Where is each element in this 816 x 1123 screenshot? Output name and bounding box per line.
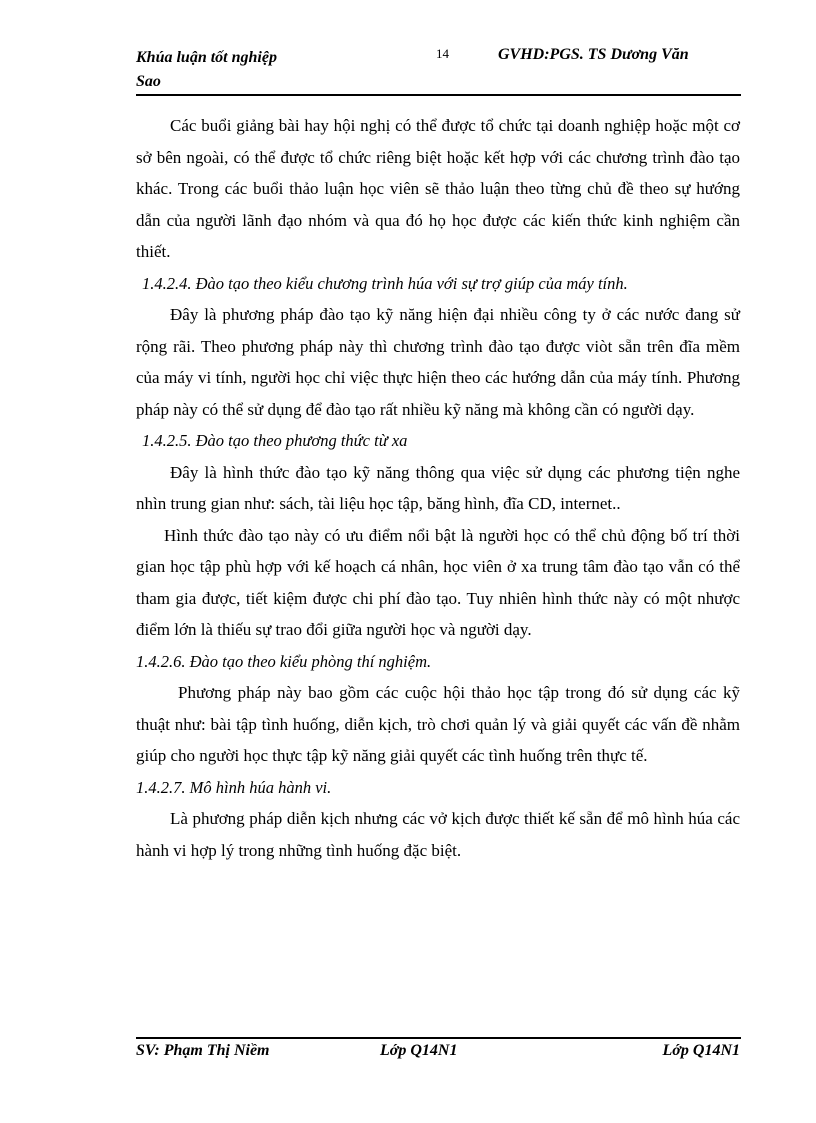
footer-divider — [136, 1037, 741, 1039]
section-heading-1-4-2-6: 1.4.2.6. Đào tạo theo kiểu phòng thí nghiệm. — [136, 651, 432, 671]
footer-student-name: SV: Phạm Thị Niềm — [136, 1042, 270, 1059]
footer-class-right: Lớp Q14N1 — [662, 1042, 740, 1059]
paragraph-behavior-modeling: Là phương pháp diễn kịch nhưng các vở kịch được thiết kế sẵn để mô hình húa các hành vi hợp lý trong những tình huống đặc biệt. — [136, 809, 740, 860]
page-footer — [136, 1042, 740, 1064]
page-header — [136, 44, 740, 96]
footer-class-center: Lớp Q14N1 — [380, 1042, 458, 1059]
section-heading-1-4-2-5: 1.4.2.5. Đào tạo theo phương thức từ xa — [142, 431, 408, 450]
page-body — [136, 110, 740, 866]
paragraph-seminars: Các buổi giảng bài hay hội nghị có thể được tổ chức tại doanh nghiệp hoặc một cơ sở bên ngoài, có thể được tổ chức riêng biệt hoặc kết hợp với các chương trình đào tạo khác. Trong các buổi thảo luận học viên sẽ thảo luận theo từng chủ đề theo sự hướng dẫn của người lãnh đạo nhóm và qua đó họ học được các kiến thức kinh nghiệm cần thiết. — [136, 116, 740, 261]
section-heading-1-4-2-7: 1.4.2.7. Mô hình húa hành vi. — [136, 777, 332, 797]
paragraph-laboratory: Phương pháp này bao gồm các cuộc hội thảo học tập trong đó sử dụng các kỹ thuật như: bài tập tình huống, diễn kịch, trò chơi quản lý và giải quyết các vấn đề nhằm giúp cho người học thực tập kỹ năng giải quyết các tình huống trên thực tế. — [136, 683, 740, 765]
header-divider — [136, 94, 741, 96]
paragraph-distance-advantages: Hình thức đào tạo này có ưu điểm nổi bật là người học có thể chủ động bố trí thời gian học tập phù hợp với kế hoạch cá nhân, học viên ở xa trung tâm đào tạo vẫn có thể tham gia được, tiết kiệm được chi phí đào tạo. Tuy nhiên hình thức này có một nhược điểm lớn là thiếu sự trao đổi giữa người học và người dạy. — [136, 525, 740, 639]
page-number: 14 — [436, 46, 449, 61]
section-heading-1-4-2-4: 1.4.2.4. Đào tạo theo kiểu chương trình húa với sự trợ giúp của máy tính. — [142, 273, 628, 293]
header-title-line1: Khúa luận tốt nghiệp — [136, 49, 277, 66]
paragraph-distance-learning: Đây là hình thức đào tạo kỹ năng thông qua việc sử dụng các phương tiện nghe nhìn trung gian như: sách, tài liệu học tập, băng hình, đĩa CD, internet.. — [136, 462, 740, 513]
header-thesis-title — [136, 46, 336, 94]
header-supervisor: GVHD:PGS. TS Dương Văn — [498, 46, 689, 63]
paragraph-computer-training: Đây là phương pháp đào tạo kỹ năng hiện đại nhiều công ty ở các nước đang sử rộng rãi. Theo phương pháp này thì chương trình đào tạo được viòt sẵn trên đĩa mềm của máy vi tính, người học chỉ việc thực hiện theo các hướng dẫn của máy tính. Phương pháp này có thể sử dụng để đào tạo rất nhiều kỹ năng mà không cần có người dạy. — [136, 305, 740, 419]
header-title-line2: Sao — [136, 73, 161, 90]
